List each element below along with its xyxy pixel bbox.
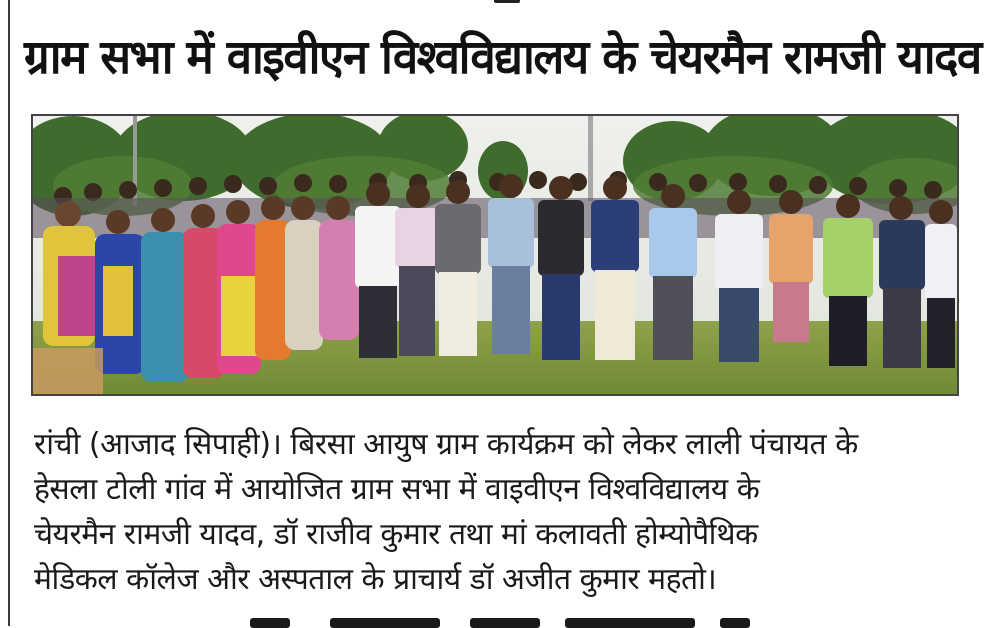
article-line: चेयरमैन रामजी यादव, डॉ राजीव कुमार तथा मां कलावती होम्योपैथिक xyxy=(34,517,758,552)
cropped-next-headline xyxy=(0,614,996,626)
article-body xyxy=(34,422,984,602)
group-photo xyxy=(31,114,959,396)
article-line: रांची (आजाद सिपाही)। बिरसा आयुष ग्राम कार्यक्रम को लेकर लाली पंचायत के xyxy=(34,427,858,462)
cropped-text-fragment xyxy=(494,0,520,3)
article-line: हेसला टोली गांव में आयोजित ग्राम सभा में वाइवीएन विश्वविद्यालय के xyxy=(34,472,760,507)
column-divider xyxy=(8,0,10,626)
headline: ग्राम सभा में वाइवीएन विश्वविद्यालय के चेयरमैन रामजी यादव xyxy=(24,30,981,85)
group-photo-image xyxy=(33,116,957,394)
article-line: मेडिकल कॉलेज और अस्पताल के प्राचार्य डॉ अजीत कुमार महतो। xyxy=(34,562,717,597)
